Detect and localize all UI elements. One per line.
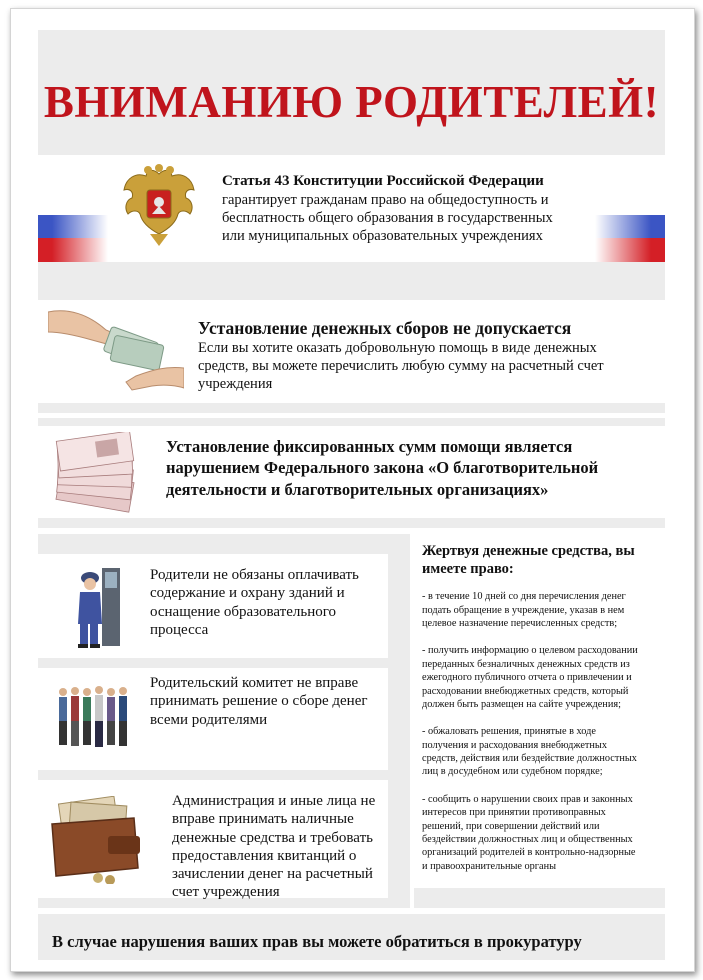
left-item-1 bbox=[150, 566, 359, 639]
fixed-block bbox=[166, 436, 598, 500]
rights-block bbox=[422, 542, 662, 873]
rights-line: переданных безналичных денежных средств из bbox=[422, 658, 630, 670]
rights-item-4 bbox=[422, 793, 662, 873]
fees-line: учреждения bbox=[198, 376, 273, 393]
rights-line: решений, при совершении действий или bbox=[422, 820, 600, 832]
left-item-line: денежные средства и требовать bbox=[172, 829, 373, 846]
hands-passing-money-image bbox=[48, 306, 184, 394]
rights-item-1 bbox=[422, 590, 662, 630]
left-item-line: счет учреждения bbox=[172, 884, 280, 901]
left-item-line: содержание и охрану зданий и bbox=[150, 585, 345, 602]
fees-heading: Установление денежных сборов не допускается bbox=[198, 318, 572, 338]
article-block bbox=[222, 172, 553, 245]
rights-line: получения и расходования внебюджетных bbox=[422, 739, 607, 751]
page-title: ВНИМАНИЮ РОДИТЕЛЕЙ! bbox=[43, 77, 660, 127]
left-item-line: всеми родителями bbox=[150, 711, 268, 728]
fixed-line: Установление фиксированных сумм помощи является bbox=[166, 437, 573, 456]
left-item-line: оснащение образовательного bbox=[150, 603, 337, 620]
left-item-3 bbox=[172, 792, 375, 902]
rights-line: расходовании внебюджетных средств, который bbox=[422, 685, 629, 697]
rights-line: - сообщить о нарушении своих прав и законных bbox=[422, 793, 633, 805]
left-item-2 bbox=[150, 674, 368, 729]
left-item-line: Администрация и иные лица не bbox=[172, 793, 376, 809]
article-line: гарантирует гражданам право на общедоступность и bbox=[222, 191, 549, 208]
rights-item-3 bbox=[422, 725, 662, 779]
footer-text: В случае нарушения ваших прав вы можете обратиться в прокуратуру bbox=[52, 932, 582, 951]
rights-line: целевое назначение перечисленных средств; bbox=[422, 618, 618, 629]
rights-line: подать обращение в учреждение, указав в нем bbox=[422, 604, 625, 616]
banknotes-fan-image bbox=[52, 432, 146, 514]
wallet-with-money-image bbox=[48, 796, 148, 884]
rights-line: и правоохранительные органы bbox=[422, 860, 557, 872]
rights-line: - в течение 10 дней со дня перечисления денег bbox=[422, 591, 626, 603]
left-item-line: зачислении денег на расчетный bbox=[172, 866, 373, 883]
left-item-line: вправе принимать наличные bbox=[172, 811, 354, 828]
fees-line: Если вы хотите оказать добровольную помощь в виде денежных bbox=[198, 340, 597, 356]
rights-line: организаций родителей в контрольно-надзорные bbox=[422, 847, 636, 859]
rights-line: должен быть размещен на сайте учреждения; bbox=[422, 698, 621, 710]
security-guard-image bbox=[72, 566, 122, 650]
rights-line: бездействии должностных лиц и общественных bbox=[422, 833, 633, 845]
fixed-line: нарушением Федерального закона «О благотворительной bbox=[166, 458, 599, 478]
rights-line: - обжаловать решения, принятые в ходе bbox=[422, 726, 596, 738]
article-heading: Статья 43 Конституции Российской Федерации bbox=[222, 173, 544, 189]
left-item-line: принимать решение о сборе денег bbox=[150, 693, 368, 710]
russian-flag-right bbox=[595, 192, 665, 262]
rights-item-2 bbox=[422, 644, 662, 711]
rights-heading-line: Жертвуя денежные средства, вы bbox=[422, 543, 635, 559]
rights-line: ежегодного публичного отчета о привлечении и bbox=[422, 672, 632, 684]
rights-line: средств, действия или бездействие должностных bbox=[422, 753, 637, 764]
left-item-line: Родительский комитет не вправе bbox=[150, 675, 359, 691]
fees-line: средств, вы можете перечислить любую сумму на расчетный счет bbox=[198, 358, 604, 375]
coat-of-arms-icon bbox=[120, 164, 198, 248]
article-line: бесплатность общего образования в государственных bbox=[222, 209, 553, 226]
left-item-line: предоставления квитанций о bbox=[172, 847, 357, 864]
left-item-line: Родители не обязаны оплачивать bbox=[150, 567, 359, 583]
russian-flag-left bbox=[38, 192, 108, 262]
rights-line: интересов при принятии противоправных bbox=[422, 807, 606, 819]
rights-line: лиц в досудебном или судебном порядке; bbox=[422, 766, 603, 778]
rights-heading-line: имеете право: bbox=[422, 561, 514, 578]
rights-line: - получить информацию о целевом расходовании bbox=[422, 645, 638, 657]
article-line: или муниципальных образовательных учреждениях bbox=[222, 228, 543, 244]
fees-block bbox=[198, 318, 604, 393]
rights-heading bbox=[422, 542, 662, 578]
left-item-line: процесса bbox=[150, 621, 209, 638]
fixed-line: деятельности и благотворительных организациях» bbox=[166, 479, 549, 499]
group-of-people-image bbox=[55, 684, 133, 752]
